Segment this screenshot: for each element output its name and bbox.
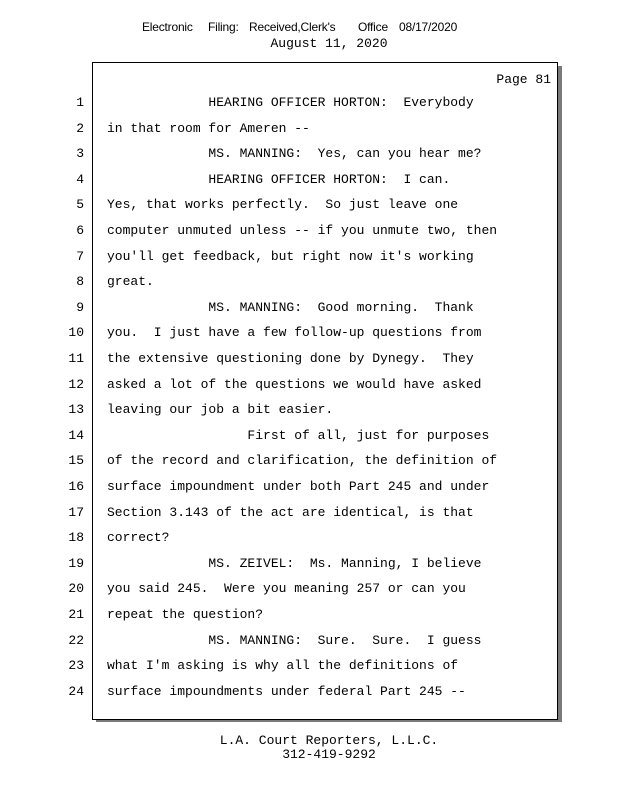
transcript-line: computer unmuted unless -- if you unmute two, then [107, 223, 498, 238]
transcript-line: what I'm asking is why all the definitions of [107, 658, 459, 674]
transcript-line: First of all, just for purposes [107, 427, 490, 443]
line-number: 2 [76, 120, 84, 136]
filing-received-clerks: Received,Clerk's [249, 20, 336, 34]
reporter-company: L.A. Court Reporters, L.L.C. [219, 733, 439, 748]
line-number: 24 [68, 683, 84, 699]
line-number: 12 [68, 376, 84, 392]
transcript-line: correct? [107, 530, 170, 546]
transcript-line: in that room for Ameren -- [107, 120, 310, 136]
filing-electronic: Electronic [142, 20, 193, 34]
transcript-date: August 11, 2020 [270, 36, 388, 51]
transcript-line: HEARING OFFICER HORTON: I can. [107, 171, 451, 187]
transcript-line: asked a lot of the questions we would have asked [107, 376, 482, 392]
transcript-line: repeat the question? [107, 607, 264, 622]
line-number: 20 [68, 581, 84, 597]
transcript-line: Yes, that works perfectly. So just leave one [107, 197, 459, 213]
line-number: 8 [76, 274, 84, 290]
line-number: 11 [68, 351, 84, 366]
line-number: 7 [76, 248, 84, 264]
transcript-line: great. [107, 274, 154, 290]
transcript-line: surface impoundments under federal Part 245 -- [107, 683, 466, 699]
transcript-line: the extensive questioning done by Dynegy. They [107, 351, 474, 366]
line-number: 22 [68, 632, 84, 648]
line-number: 6 [76, 223, 84, 238]
line-number: 5 [76, 197, 84, 213]
transcript-line: MS. ZEIVEL: Ms. Manning, I believe [107, 555, 482, 571]
transcript-line: surface impoundment under both Part 245 and under [107, 479, 490, 494]
line-number: 1 [76, 95, 84, 110]
transcript-line: MS. MANNING: Yes, can you hear me? [107, 146, 482, 162]
transcript-line: of the record and clarification, the definition of [107, 453, 498, 469]
reporter-phone: 312-419-9292 [282, 747, 376, 762]
line-number: 3 [76, 146, 84, 162]
transcript-line: you said 245. Were you meaning 257 or can you [107, 581, 466, 597]
transcript-line: you. I just have a few follow-up questions from [107, 325, 482, 341]
line-number: 10 [68, 325, 84, 341]
line-number: 9 [76, 299, 84, 315]
line-number: 19 [68, 555, 84, 571]
line-number: 18 [68, 530, 84, 546]
transcript-line: HEARING OFFICER HORTON: Everybody [107, 95, 474, 110]
line-number: 14 [68, 427, 84, 443]
filing-label: Filing: [208, 20, 239, 34]
line-number: 15 [68, 453, 84, 469]
line-number: 13 [68, 402, 84, 418]
transcript-line: Section 3.143 of the act are identical, is that [107, 504, 474, 520]
line-number: 16 [68, 479, 84, 494]
line-number: 4 [76, 171, 84, 187]
transcript-line: MS. MANNING: Good morning. Thank [107, 299, 474, 315]
transcript-line: MS. MANNING: Sure. Sure. I guess [107, 632, 482, 648]
page-number: Page 81 [496, 72, 551, 87]
line-number: 23 [68, 658, 84, 674]
transcript-line: you'll get feedback, but right now it's working [107, 248, 474, 264]
line-number: 17 [68, 504, 84, 520]
line-number: 21 [68, 607, 84, 622]
transcript-line: leaving our job a bit easier. [107, 402, 334, 418]
filing-date: 08/17/2020 [399, 20, 458, 34]
filing-office: Office [358, 20, 388, 34]
